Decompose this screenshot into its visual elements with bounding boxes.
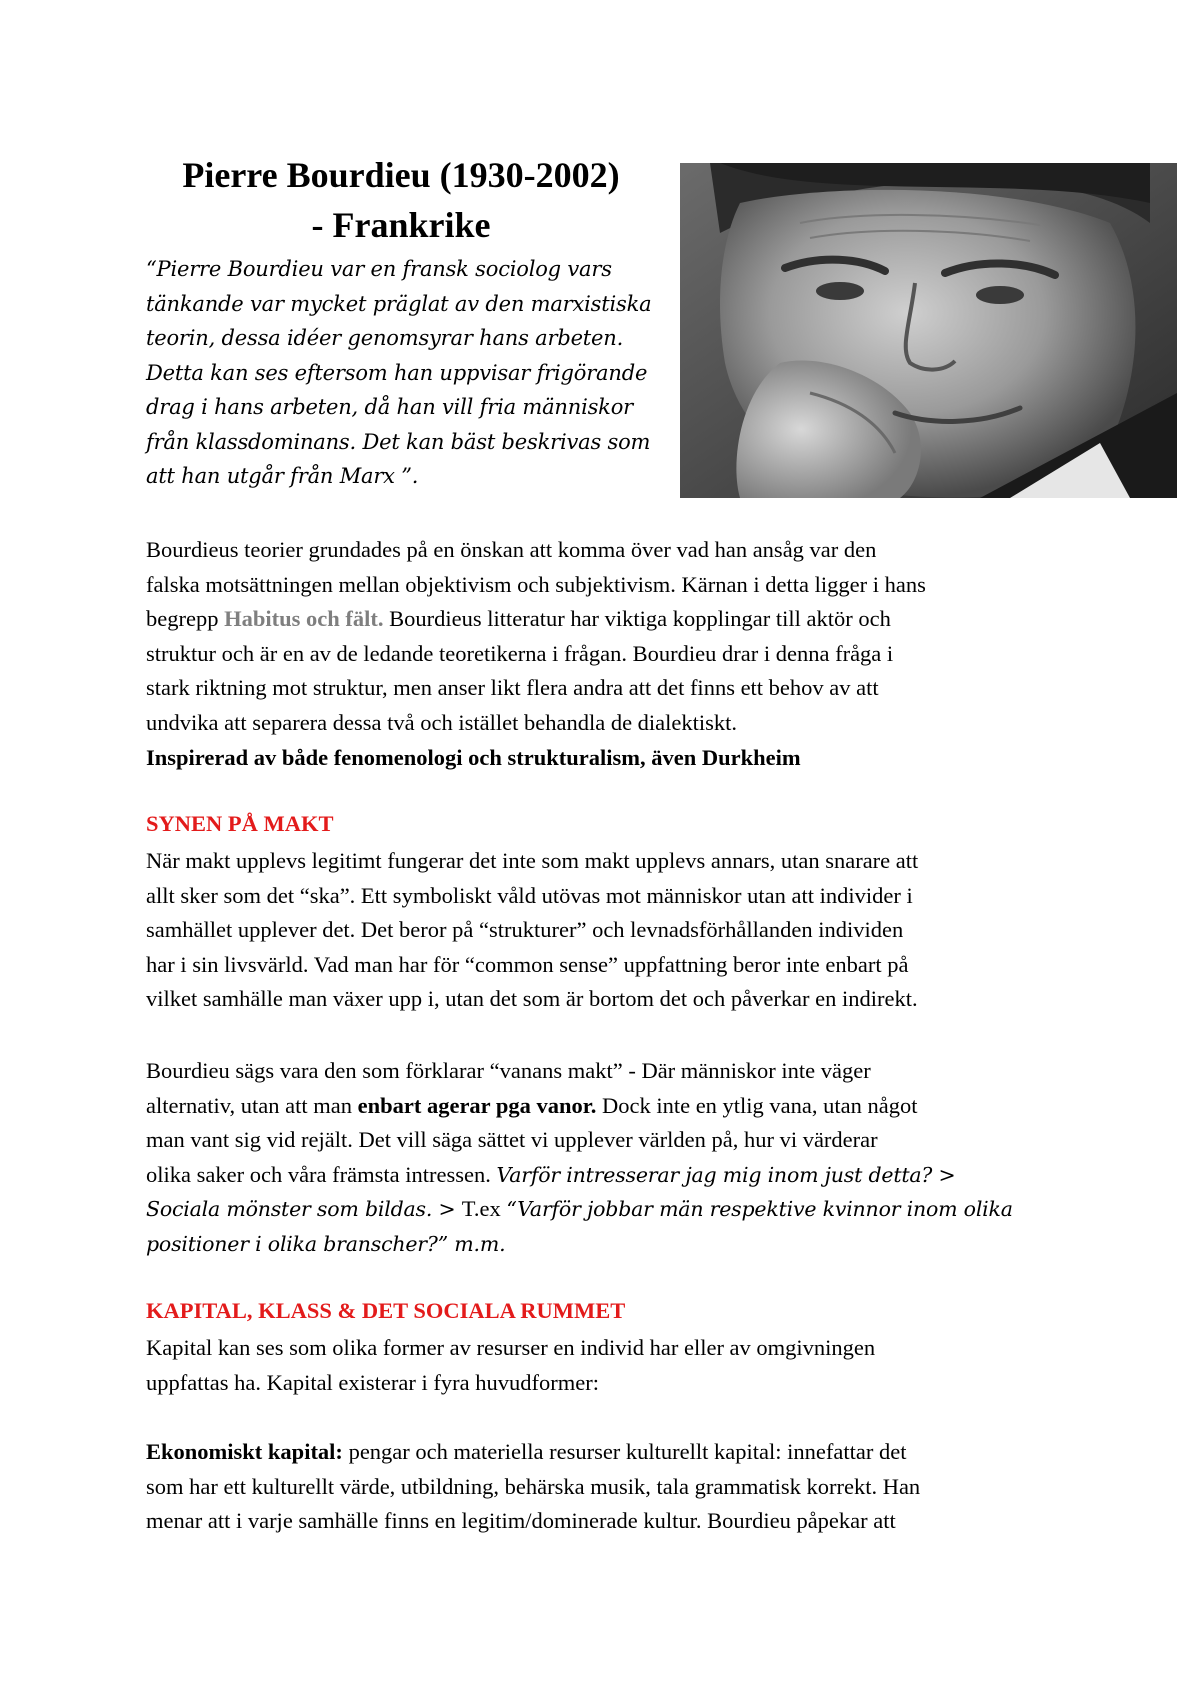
bold-segment: enbart agerar pga vanor. xyxy=(357,1092,597,1118)
text-segment: pengar och materiella resurser kulturellt kapital: innefattar det xyxy=(342,1439,907,1464)
text-line: positioner i olika branscher?” m.m. xyxy=(146,1231,506,1256)
text-line xyxy=(146,1192,1076,1227)
portrait-photo-icon xyxy=(680,163,1177,498)
text-segment: begrepp xyxy=(146,606,225,632)
portrait-photo xyxy=(680,163,1177,498)
text-line: vilket samhälle man växer upp i, utan det som är bortom det och påverkar en indirekt. xyxy=(146,986,918,1012)
quote-line: teorin, dessa idéer genomsyrar hans arbeten. xyxy=(146,326,624,350)
section-heading-kapital: KAPITAL, KLASS & DET SOCIALA RUMMET xyxy=(146,1298,626,1323)
quote-line: tänkande var mycket präglat av den marxistiska xyxy=(146,291,652,316)
text-line: struktur och är en av de ledande teoretikerna i frågan. Bourdieu drar i denna fråga i xyxy=(146,640,894,666)
text-line: När makt upplevs legitimt fungerar det inte som makt upplevs annars, utan snarare att xyxy=(146,848,919,873)
makt-paragraph-1 xyxy=(146,844,1076,1017)
italic-segment: Sociala mönster som bildas. > xyxy=(146,1197,462,1222)
quote-line: att han utgår från Marx ”. xyxy=(146,464,419,488)
text-line: Bourdieu sägs vara den som förklarar “vanans makt” - Där människor inte väger xyxy=(146,1058,871,1083)
text-line: som har ett kulturellt värde, utbildning, behärska musik, tala grammatisk korrekt. Han xyxy=(146,1473,921,1499)
text-line: allt sker som det “ska”. Ett symboliskt våld utövas mot människor utan att individer i xyxy=(146,882,913,908)
text-segment: Bourdieus litteratur har viktiga kopplingar till aktör och xyxy=(383,606,891,632)
italic-segment: “Varför jobbar män respektive kvinnor inom olika xyxy=(506,1197,1013,1222)
kapital-paragraph-1 xyxy=(146,1331,1076,1400)
text-line: har i sin livsvärld. Vad man har för “common sense” uppfattning beror inte enbart på xyxy=(146,951,909,977)
text-line: Bourdieus teorier grundades på en önskan att komma över vad han ansåg var den xyxy=(146,537,877,562)
text-line xyxy=(146,1089,1076,1124)
quote-line: Detta kan ses eftersom han uppvisar frigörande xyxy=(146,360,648,385)
text-segment: T.ex xyxy=(461,1196,507,1222)
text-line: Kapital kan ses som olika former av resurser en individ har eller av omgivningen xyxy=(146,1335,876,1360)
text-line xyxy=(146,1435,1076,1470)
text-line: uppfattas ha. Kapital existerar i fyra huvudformer: xyxy=(146,1369,599,1395)
text-line xyxy=(146,1158,1076,1193)
title-line-1: Pierre Bourdieu (1930-2002) xyxy=(182,155,620,195)
quote-line: drag i hans arbeten, då han vill fria människor xyxy=(146,395,633,419)
text-line: falska motsättningen mellan objektivism och subjektivism. Kärnan i detta ligger i hans xyxy=(146,571,926,597)
text-segment: Dock inte en ytlig vana, utan något xyxy=(596,1092,918,1118)
text-segment: olika saker och våra främsta intressen. xyxy=(146,1161,497,1187)
italic-segment: Varför intresserar jag mig inom just detta? > xyxy=(496,1162,956,1187)
intro-quote xyxy=(146,252,666,494)
bold-segment: Ekonomiskt kapital: xyxy=(146,1439,343,1464)
page-title xyxy=(146,150,656,250)
section-heading-makt: SYNEN PÅ MAKT xyxy=(146,811,334,836)
text-line: samhället upplever det. Det beror på “strukturer” och levnadsförhållanden individen xyxy=(146,917,904,943)
inspiration-line: Inspirerad av både fenomenologi och strukturalism, även Durkheim xyxy=(146,744,801,770)
text-line: undvika att separera dessa två och istället behandla de dialektiskt. xyxy=(146,709,738,735)
intro-paragraph xyxy=(146,533,1076,775)
text-segment: alternativ, utan att man xyxy=(146,1092,358,1118)
kapital-paragraph-2 xyxy=(146,1435,1076,1539)
quote-line: “Pierre Bourdieu var en fransk sociolog vars xyxy=(146,257,612,281)
habitus-highlight: Habitus och fält. xyxy=(224,606,384,632)
text-line: man vant sig vid rejält. Det vill säga sättet vi upplever världen på, hur vi värderar xyxy=(146,1127,878,1153)
makt-paragraph-2 xyxy=(146,1054,1076,1262)
text-line: stark riktning mot struktur, men anser likt flera andra att det finns ett behov av att xyxy=(146,675,879,701)
quote-line: från klassdominans. Det kan bäst beskrivas som xyxy=(146,429,651,454)
text-line xyxy=(146,602,1076,637)
title-line-2: - Frankrike xyxy=(311,205,491,245)
text-line: menar att i varje samhälle finns en legitim/dominerade kultur. Bourdieu påpekar att xyxy=(146,1508,896,1534)
